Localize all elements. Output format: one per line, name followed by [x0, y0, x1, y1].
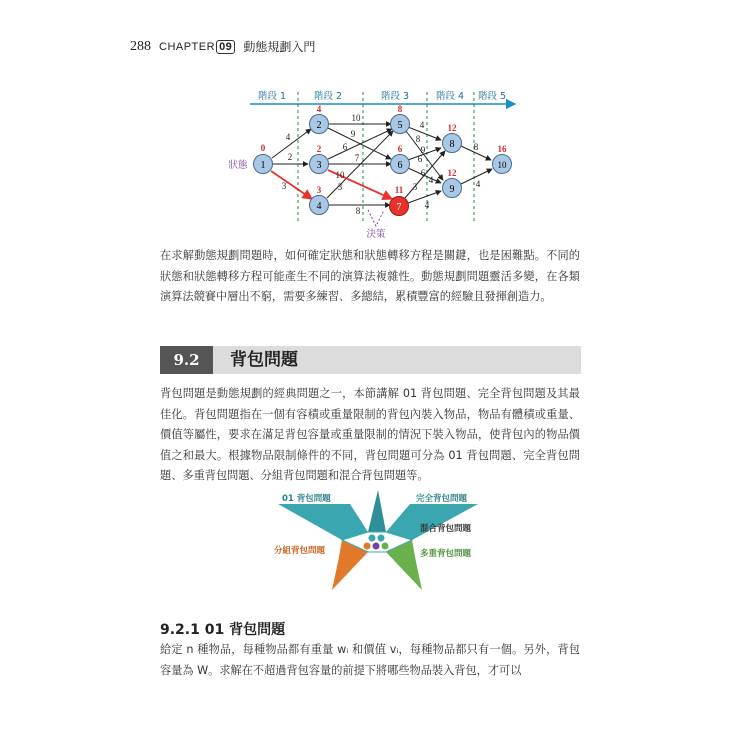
node-id: 9	[449, 184, 455, 195]
edge-weight: 8	[355, 206, 361, 216]
paragraph-intro: 在求解動態規劃問題時，如何確定狀態和狀態轉移方程是關鍵，也是困難點。不同的狀態和狀態轉移方程可能產生不同的演算法複雜性。動態規劃問題靈活多變，在各類演算法競賽中層出不窮，需要多練習、多總結，累積豐富的經驗且發揮創造力。	[160, 249, 580, 303]
node-value: 3	[316, 185, 322, 195]
star-label-complete: 完全背包問題	[416, 494, 468, 504]
edge-5-8	[408, 127, 441, 140]
node-6	[391, 144, 410, 174]
chapter-label-text: CHAPTER	[159, 40, 216, 53]
paragraph-01-knapsack: 給定 n 種物品，每種物品都有重量 wᵢ 和價值 vᵢ，每種物品都只有一個。另外，背包容量為 W。求解在不超過背包容量的前提下將哪些物品裝入背包，才可以	[160, 643, 580, 677]
edge-weight: 3	[337, 182, 343, 192]
node-8	[443, 123, 462, 153]
node-5	[391, 104, 410, 134]
page-header	[130, 38, 315, 55]
edge-weight: 2	[287, 152, 293, 162]
node-10	[493, 144, 512, 174]
star-arm-top	[368, 490, 386, 532]
section-number: 9.2	[160, 346, 213, 374]
node-id: 1	[260, 160, 266, 171]
node-id: 10	[497, 160, 507, 170]
edge-weight: 6	[342, 142, 348, 152]
center-dot	[382, 543, 389, 550]
decision-label: 決策	[366, 229, 386, 240]
knapsack-types-star-diagram	[268, 490, 488, 595]
edge-weight: 6	[420, 168, 426, 178]
center-dot	[364, 543, 371, 550]
chapter-title: 動態規劃入門	[243, 40, 316, 54]
node-value: 4	[316, 104, 322, 114]
node-1	[254, 143, 273, 174]
edge-weight: 4	[475, 179, 481, 189]
chapter-label	[159, 40, 235, 54]
node-id: 2	[316, 120, 322, 131]
center-dot	[373, 543, 380, 550]
node-id: 4	[316, 201, 322, 212]
node-2	[310, 104, 329, 134]
edge-weight: 6	[417, 154, 423, 164]
edge-weight: 9	[350, 129, 356, 139]
star-arm-top-left	[278, 504, 368, 540]
edge-weight: 7	[354, 153, 360, 163]
edge-weight: 4	[428, 175, 434, 185]
edge-weight: 4	[424, 200, 430, 210]
edge-weight: 3	[281, 181, 287, 191]
center-dot	[378, 535, 385, 542]
node-value: 12	[447, 168, 457, 178]
star-label-multiple: 多重背包問題	[420, 549, 472, 559]
edge-weight: 10	[335, 170, 345, 180]
edge-weight: 4	[285, 132, 291, 142]
star-arm-top-right	[386, 504, 478, 540]
stage-label: 階段 5	[477, 91, 507, 102]
page-number: 288	[130, 38, 151, 54]
node-value: 2	[316, 144, 322, 154]
edge-weight: 4	[419, 120, 425, 130]
decision-pointer	[368, 210, 384, 226]
section-heading	[160, 346, 581, 374]
star-label-01: 01 背包問題	[282, 494, 331, 504]
node-value: 0	[260, 143, 266, 153]
stage-label: 階段 3	[380, 91, 410, 102]
edge-weight: 9	[420, 145, 426, 155]
node-id: 7	[396, 202, 402, 213]
node-7	[390, 185, 409, 216]
subsection-title: 9.2.1 01 背包問題	[160, 622, 286, 638]
star-label-group: 分組背包問題	[274, 546, 326, 556]
stage-label: 階段 2	[313, 91, 343, 102]
node-value: 6	[397, 144, 403, 154]
node-value: 16	[497, 144, 507, 154]
edge-weight: 8	[415, 134, 421, 144]
edge-weight: 10	[351, 113, 361, 123]
paragraph-knapsack: 背包問題是動態規劃的經典問題之一，本節講解 01 背包問題、完全背包問題及其最佳化。背包問題指在一個有容積或重量限制的背包內裝入物品，物品有體積或重量、價值等屬性，要求在滿足背包容量或重量限制的情況下裝入物品，使背包內的物品價值之和最大。根據物品限制條件的不同，背包問題可分為 01 背包問題、完全背包問題、多重背包問題、分組背包問題和混合背包問題等。	[160, 387, 580, 482]
node-id: 5	[397, 120, 403, 131]
state-label: 狀態	[228, 160, 248, 171]
edge-1-4-optimal	[271, 171, 312, 199]
node-4	[310, 185, 329, 215]
node-3	[310, 144, 329, 174]
section-title: 背包問題	[230, 350, 298, 370]
node-value: 11	[394, 185, 404, 195]
stage-label: 階段 4	[435, 91, 465, 102]
node-value: 8	[397, 104, 403, 114]
stage-label: 階段 1	[257, 91, 287, 102]
edge-weight: 3	[412, 182, 418, 192]
node-value: 12	[447, 123, 457, 133]
node-id: 3	[316, 160, 322, 171]
chapter-number: 09	[216, 40, 235, 54]
star-label-mixed: 混合背包問題	[420, 524, 472, 534]
center-dot	[369, 535, 376, 542]
dp-graph-diagram	[210, 80, 550, 250]
node-id: 6	[397, 160, 403, 171]
edge-weight: 8	[473, 142, 479, 152]
node-9	[443, 168, 462, 198]
node-id: 8	[449, 139, 455, 150]
